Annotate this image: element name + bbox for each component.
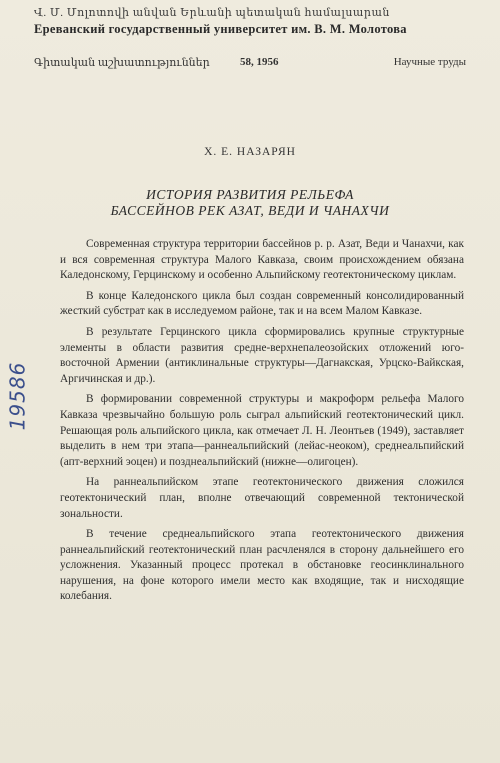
article-title <box>60 187 440 219</box>
header-series-russian: Научные труды <box>393 56 466 68</box>
paragraph: В формировании современной структуры и макроформ рельефа Малого Кавказа чрезвычайно большую роль сыграл альпийский геотектонический цикл. Решающая роль альпийского цикла, как отмечает Л. Н. Леонтьев (1949), заставляет выделить в нем три этапа—раннеальпийский (лейас-неоком), среднеальпийский (апт-верхний эоцен) и позднеальпийский (нижне—олигоцен). <box>60 393 464 468</box>
paragraph: В течение среднеальпийского этапа геотектонического движения раннеальпийский геотектонический план расчленялся в сторону дальнейшего его усложнения. Указанный процесс протекал в обстановке геосинклинального нарушения, на фоне которого имели место как входящие, так и нисходящие колебания. <box>60 528 464 603</box>
paragraph: На раннеальпийском этапе геотектонического движения сложился геотектонический план, вполне отвечающий современной тектонической зональности. <box>60 476 464 520</box>
paragraph: В результате Герцинского цикла сформировались крупные структурные элементы в области развития средне-верхнепалеозойских отложений юго-восточной Армении (антиклинальные структуры—Дагнакская, Урцско-Вайкская, Аргичинская и др.). <box>60 325 464 385</box>
header-volume: 58, 1956 <box>240 56 279 68</box>
inventory-number-text: 19586 <box>5 361 30 431</box>
paragraph: В конце Каледонского цикла был создан современный консолидированный жесткий субстрат как в исследуемом районе, так и на всем Малом Кавказе. <box>60 289 464 318</box>
article-title-line1: ИСТОРИЯ РАЗВИТИЯ РЕЛЬЕФА <box>146 187 354 202</box>
handwritten-inventory-number <box>5 358 33 434</box>
article-author: Х. Е. НАЗАРЯН <box>204 146 296 158</box>
header-series-armenian: Գիտական աշխատություններ <box>34 57 210 69</box>
article-title-line2: БАССЕЙНОВ РЕК АЗАТ, ВЕДИ И ЧАНАХЧИ <box>110 203 390 218</box>
article-body <box>60 237 464 610</box>
paragraph: Современная структура территории бассейнов р. р. Азат, Веди и Чанахчи, как и вся современная структура Малого Кавказа, своим происхождением обязана Каледонскому, Герцинскому и особенно Альпийскому геотектоническому циклам. <box>60 238 464 282</box>
header-armenian-university: Վ. Մ. Մոլոտովի անվան Երևանի պետական համալսարան <box>34 7 390 19</box>
header-russian-university: Ереванский государственный университет им. В. М. Молотова <box>34 22 407 36</box>
